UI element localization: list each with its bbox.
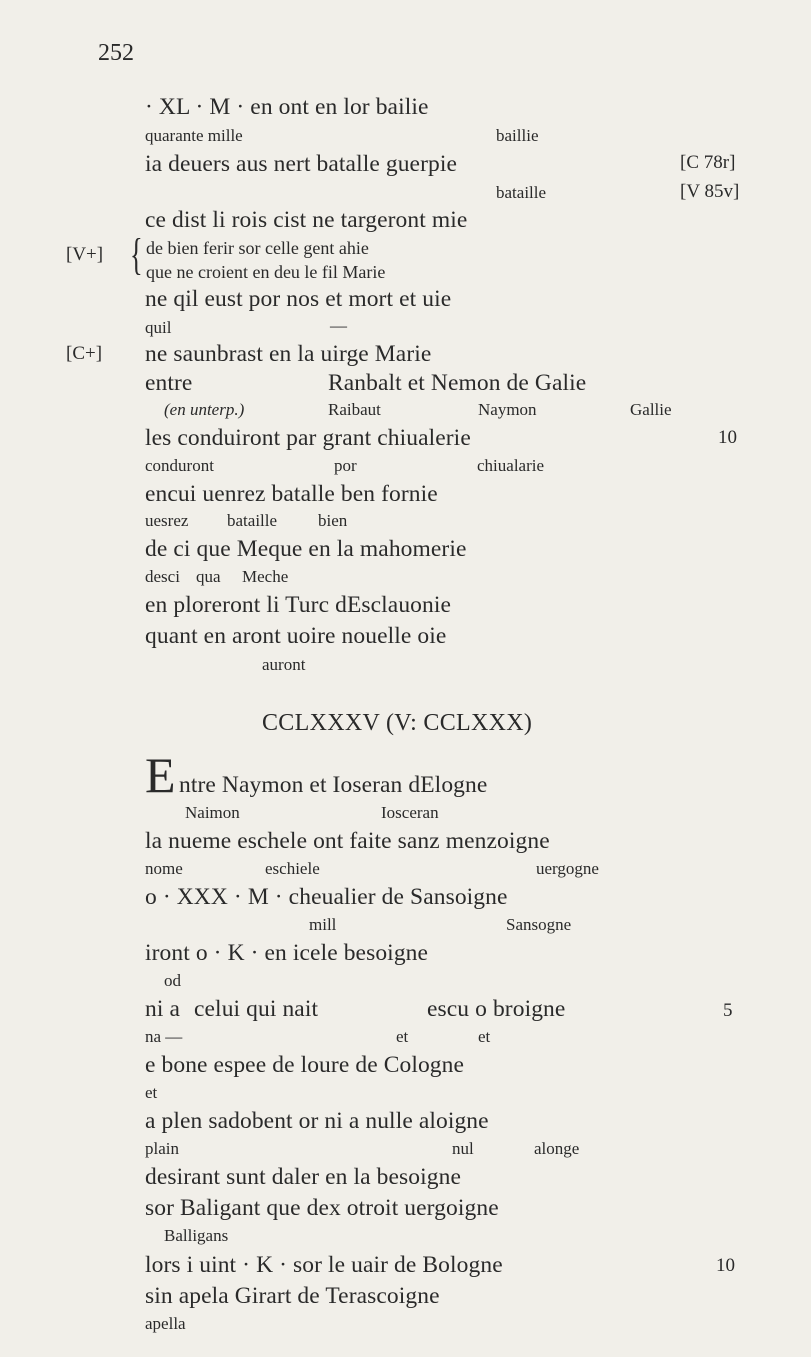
verse-line-added: de bien ferir sor celle gent ahie xyxy=(146,238,369,258)
variant-reading: Raibaut xyxy=(328,400,381,419)
variant-reading: bien xyxy=(318,511,348,530)
variant-reading: bataille xyxy=(227,511,278,530)
brace-icon: { xyxy=(130,230,143,279)
line-number: 10 xyxy=(716,1255,735,1276)
variant-reading: na — xyxy=(145,1027,183,1046)
variant-reading: — xyxy=(330,316,347,335)
variant-reading: Sansogne xyxy=(506,915,572,934)
variant-reading: et xyxy=(478,1027,491,1046)
variant-reading: quil xyxy=(145,318,172,337)
laisse-heading: CCLXXXV (V: CCLXXX) xyxy=(262,710,533,736)
variant-reading: et xyxy=(145,1083,158,1102)
verse-line: ce dist li rois cist ne targeront mie xyxy=(145,207,468,233)
variant-reading: alonge xyxy=(534,1139,580,1158)
variant-reading: quarante mille xyxy=(145,126,243,145)
variant-reading: Balligans xyxy=(164,1226,229,1245)
verse-line: en ploreront li Turc dEsclauonie xyxy=(145,592,452,618)
variant-reading: Gallie xyxy=(630,400,672,419)
verse-line: a plen sadobent or ni a nulle aloigne xyxy=(145,1108,489,1134)
variant-reading: mill xyxy=(309,915,337,934)
page-number: 252 xyxy=(98,40,134,66)
verse-line: desirant sunt daler en la besoigne xyxy=(145,1164,461,1190)
verse-line: de ci que Meque en la mahomerie xyxy=(145,536,467,562)
variant-reading: (en unterp.) xyxy=(164,400,245,419)
variant-reading: plain xyxy=(145,1139,179,1158)
verse-line: e bone espee de loure de Cologne xyxy=(145,1052,465,1078)
variant-reading: bataille xyxy=(496,183,547,202)
verse-line: la nueme eschele ont faite sanz menzoigne xyxy=(145,828,550,854)
verse-line: ni a xyxy=(145,996,180,1022)
variant-reading: Naimon xyxy=(185,803,240,822)
verse-line: ne saunbrast en la uirge Marie xyxy=(145,341,432,367)
verse-line: les conduiront par grant chiualerie xyxy=(145,425,471,451)
verse-line: quant en aront uoire nouelle oie xyxy=(145,623,447,649)
verse-line: ntre Naymon et Ioseran dElogne xyxy=(179,772,488,798)
variant-reading: et xyxy=(396,1027,409,1046)
drop-cap: E xyxy=(145,747,176,803)
variant-reading: Naymon xyxy=(478,400,537,419)
variant-reading: baillie xyxy=(496,126,539,145)
verse-line: lors i uint · K · sor le uair de Bologne xyxy=(145,1252,503,1278)
manuscript-siglum: [V 85v] xyxy=(680,181,740,202)
manuscript-siglum: [C+] xyxy=(66,343,103,364)
verse-line: iront o · K · en icele besoigne xyxy=(145,940,429,966)
line-number: 5 xyxy=(723,1000,733,1021)
verse-line: sin apela Girart de Terascoigne xyxy=(145,1283,440,1309)
variant-reading: Meche xyxy=(242,567,289,586)
verse-line: ia deuers aus nert batalle guerpie xyxy=(145,151,458,177)
verse-line-added: que ne croient en deu le fil Marie xyxy=(146,262,386,282)
variant-reading: nome xyxy=(145,859,183,878)
variant-reading: od xyxy=(164,971,181,990)
verse-line: o · XXX · M · cheualier de Sansoigne xyxy=(145,884,508,910)
variant-reading: chiualarie xyxy=(477,456,545,475)
variant-reading: auront xyxy=(262,655,306,674)
variant-reading: conduront xyxy=(145,456,214,475)
verse-line: entre xyxy=(145,370,193,396)
verse-line: Ranbalt et Nemon de Galie xyxy=(328,370,587,396)
variant-reading: eschiele xyxy=(265,859,320,878)
verse-line: sor Baligant que dex otroit uergoigne xyxy=(145,1195,499,1221)
line-number: 10 xyxy=(718,427,737,448)
verse-line: celui qui nait xyxy=(194,996,319,1022)
variant-reading: uesrez xyxy=(145,511,189,530)
variant-reading: desci xyxy=(145,567,180,586)
manuscript-siglum: [C 78r] xyxy=(680,152,736,173)
variant-reading: nul xyxy=(452,1139,474,1158)
variant-reading: por xyxy=(334,456,357,475)
variant-reading: qua xyxy=(196,567,221,586)
variant-reading: apella xyxy=(145,1314,186,1333)
verse-line: escu o broigne xyxy=(427,996,566,1022)
verse-line: · XL · M · en ont en lor bailie xyxy=(145,94,429,120)
verse-line: encui uenrez batalle ben fornie xyxy=(145,481,438,507)
variant-reading: Iosceran xyxy=(381,803,439,822)
variant-reading: uergogne xyxy=(536,859,599,878)
manuscript-siglum: [V+] xyxy=(66,244,104,265)
verse-line: ne qil eust por nos et mort et uie xyxy=(145,286,452,312)
